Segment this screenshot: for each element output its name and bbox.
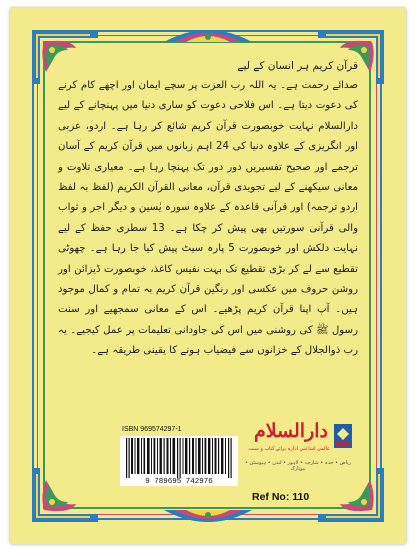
publisher-tagline: عالمی اشاعتی ادارہ برائے کتاب و سنت xyxy=(248,446,330,452)
publisher-logo xyxy=(242,420,354,460)
heading: قرآن کریم ہر انسان کے لیے xyxy=(237,60,358,72)
corner-ornament-icon xyxy=(316,466,386,524)
publisher-name: دارالسلام xyxy=(253,420,328,442)
barcode xyxy=(120,436,238,480)
book-back-cover xyxy=(10,8,406,544)
book-emblem-icon xyxy=(332,422,354,450)
corner-ornament-icon xyxy=(30,466,100,524)
description-paragraph: صدائے رحمت ہے۔ یہ اللہ رب العزت پر سچے ایمان اور اچھے کام کرنے کی دعوت دیتا ہے۔ اس فلاحی دعوت کو ساری دنیا میں پہنچانے کے لیے دارالسلام نہایت خوبصورت قرآن کریم شائع کر رہا ہے۔ اردو، عربی اور انگریزی کے علاوہ دنیا کی 24 اہم زبانوں میں قرآن کریم کے آسان ترجمے اور صحیح تفسیریں دور دور تک پہنچا رہا ہے۔ معیاری تلاوت و معانی سیکھنے کے لیے تجویدی قرآن، معانی القرآن الکریم (لفظ بہ لفظ اردو ترجمہ) اور قرآنی قاعدہ کے علاوہ سورہ یٰسین و دیگر اجر و ثواب والی قرآنی سورتیں بھی پیش کر چکا ہے۔ 13 سطری حفظ کے لیے نہایت دلکش اور خوبصورت 5 پارہ سیٹ پیش کیا جا رہا ہے۔ چھوٹی تقطیع سے لے کر بڑی تقطیع تک بہت نفیس کاغذ، خوبصورت ڈیزائن اور روشن حروف میں عکسی اور رنگین قرآن کریم بہ تمام و کمال موجود ہیں۔ آپ اپنا قرآن کریم پڑھیے۔ اس کے معانی سمجھیے اور سنت رسول ﷺ کی روشنی میں اس کی جاودانی تعلیمات پر عمل کیجیے۔ یہ رب ذوالجلال کے خزانوں سے فیضیاب ہونے کا یقینی طریقہ ہے۔ xyxy=(58,80,358,357)
isbn-label: ISBN 969574297-1 xyxy=(122,426,182,433)
publisher-cities: ریاض • جدہ • شارجہ • لاہور • لندن • ہیوسٹن • نیویارک xyxy=(245,460,351,472)
top-center-ornament-icon xyxy=(160,24,256,46)
reference-number: Ref No: 110 xyxy=(252,491,310,503)
bottom-center-ornament-icon xyxy=(160,506,256,528)
barcode-number: 9 789695 742976 xyxy=(120,478,238,486)
